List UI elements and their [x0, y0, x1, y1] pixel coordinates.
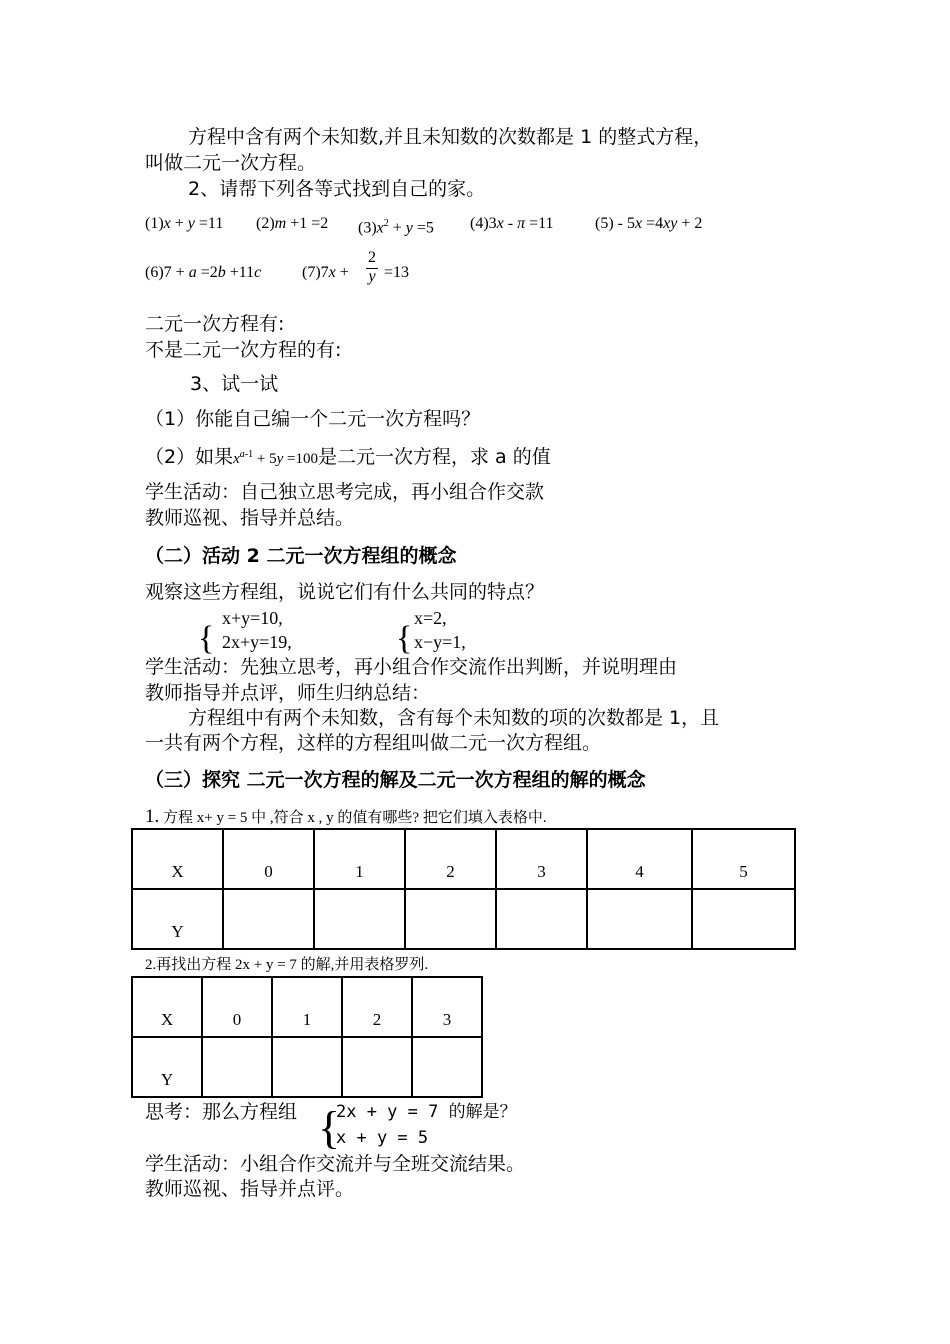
table-1-y-cell[interactable] [692, 889, 795, 949]
section-3-student: 学生活动：小组合作交流并与全班交流结果。 [145, 1153, 526, 1175]
system-1-eq-2: 2x+y=19, [222, 632, 292, 652]
answer-no-label: 不是二元一次方程的有: [145, 339, 342, 361]
equation-5: (5) - 5x =4xy + 2 [595, 215, 703, 232]
fraction-2-over-y: 2 y [368, 249, 376, 285]
activity-teacher: 教师巡视、指导并总结。 [145, 507, 355, 529]
equation-4: (4)3x - π =11 [470, 215, 554, 232]
system-definition-line-1: 方程组中有两个未知数，含有每个未知数的项的次数都是 1，且 [188, 707, 720, 729]
table-2-y-cell[interactable] [272, 1037, 342, 1097]
question-3-item-2: （2）如果$x^{a-1} + 5y =100$是二元一次方程，求 a 的值 [145, 446, 551, 468]
task-1-prompt: 1. 方程 x+ y = 5 中 ,符合 x , y 的值有哪些? 把它们填入表格中. [145, 806, 547, 827]
definition-line-2: 叫做二元一次方程。 [145, 152, 317, 174]
brace-icon: { [396, 620, 413, 657]
table-1-x-value: 1 [314, 829, 405, 889]
think-system-eq-2: x + y = 5 [336, 1128, 429, 1148]
observe-prompt: 观察这些方程组，说说它们有什么共同的特点？ [145, 581, 545, 603]
table-1-x-value: 0 [223, 829, 314, 889]
table-2-x-value: 1 [272, 977, 342, 1037]
table-1-x-value: 5 [692, 829, 795, 889]
table-2-y-cell[interactable] [202, 1037, 272, 1097]
table-1-y-cell[interactable] [314, 889, 405, 949]
question-3-title: 3、试一试 [190, 373, 279, 395]
table-2 [131, 976, 483, 1098]
table-2-x-value: 2 [342, 977, 412, 1037]
activity-student: 学生活动：自己独立思考完成，再小组合作交款 [145, 481, 545, 503]
table-1-x-value: 2 [405, 829, 496, 889]
table-2-x-value: 0 [202, 977, 272, 1037]
section-3-heading: （三）探究 二元一次方程的解及二元一次方程组的解的概念 [145, 769, 646, 791]
table-1-x-value: 4 [587, 829, 692, 889]
system-1-eq-1: x+y=10, [222, 608, 283, 628]
table-2-x-value: 3 [412, 977, 482, 1037]
table-1-y-cell[interactable] [496, 889, 587, 949]
system-2-eq-1: x=2, [414, 608, 447, 628]
table-1-x-label: X [132, 829, 223, 889]
table-2-y-cell[interactable] [412, 1037, 482, 1097]
answer-yes-label: 二元一次方程有: [145, 313, 285, 335]
equation-7: (7)7x + [302, 264, 349, 281]
equation-3: $(3)x^2 + y =5$ [358, 218, 434, 237]
equation-2: (2)m +1 =2 [256, 215, 329, 232]
question-3-item-1: （1）你能自己编一个二元一次方程吗？ [145, 408, 481, 430]
table-1-y-cell[interactable] [587, 889, 692, 949]
system-definition-line-2: 一共有两个方程，这样的方程组叫做二元一次方程组。 [145, 732, 602, 754]
brace-icon: { [198, 620, 215, 657]
equation-1: (1)x + y =11 [145, 215, 224, 232]
equation-6: (6)7 + a =2b +11c [145, 264, 262, 281]
task-2-prompt: 2.再找出方程 2x + y = 7 的解,并用表格罗列. [145, 957, 429, 973]
section-2-teacher: 教师指导并点评，师生归纳总结： [145, 682, 431, 704]
section-2-student: 学生活动：先独立思考，再小组合作交流作出判断，并说明理由 [145, 656, 678, 678]
table-2-y-label: Y [132, 1037, 202, 1097]
equation-7-rhs: =13 [384, 264, 410, 281]
definition-line-1: 方程中含有两个未知数,并且未知数的次数都是 1 的整式方程， [188, 126, 713, 148]
brace-icon: { [318, 1102, 341, 1153]
table-1-y-label: Y [132, 889, 223, 949]
table-2-y-cell[interactable] [342, 1037, 412, 1097]
section-3-teacher: 教师巡视、指导并点评。 [145, 1178, 355, 1200]
table-1-x-value: 3 [496, 829, 587, 889]
question-2-title: 2、请帮下列各等式找到自己的家。 [188, 178, 486, 200]
table-1 [131, 828, 796, 950]
think-system-eq-1: 2x + y = 7 的解是？ [336, 1102, 517, 1122]
section-2-heading: （二）活动 2 二元一次方程组的概念 [145, 545, 457, 567]
system-2-eq-2: x−y=1, [414, 632, 466, 652]
table-1-y-cell[interactable] [405, 889, 496, 949]
think-prompt: 思考：那么方程组 [145, 1101, 298, 1123]
table-1-y-cell[interactable] [223, 889, 314, 949]
table-2-x-label: X [132, 977, 202, 1037]
